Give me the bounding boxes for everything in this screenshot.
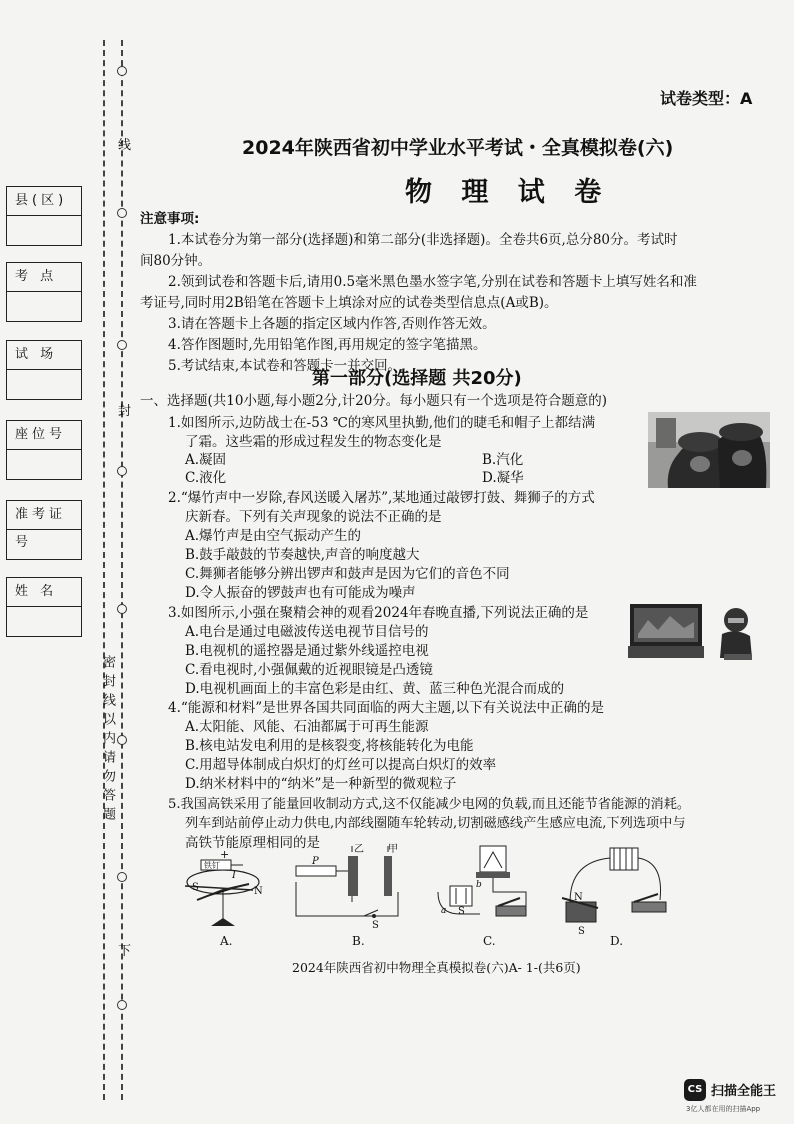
q4-option-b[interactable]: B.核电站发电利用的是核裂变,将核能转化为电能: [185, 738, 474, 754]
notice-line: 考证号,同时用2B铅笔在答题卡上填涂对应的试卷类型信息点(A或B)。: [140, 295, 558, 311]
page-footer: 2024年陕西省初中物理全真模拟卷(六)A- 1-(共6页): [292, 960, 581, 975]
q5-fig-b-yi-label: 乙: [354, 844, 364, 855]
q5-figure-c-label[interactable]: C.: [483, 934, 496, 948]
q1-option-c[interactable]: C.液化: [185, 470, 227, 486]
q1-option-b[interactable]: B.汽化: [482, 452, 524, 468]
q5-figure-a-label[interactable]: A.: [220, 934, 233, 948]
county-field[interactable]: [6, 186, 82, 246]
notice-heading: 注意事项:: [140, 211, 200, 227]
q3-tv-boy-picture: [628, 598, 760, 662]
q5-figure-b-label[interactable]: B.: [352, 934, 365, 948]
binding-hole: [117, 466, 127, 476]
exam-site-field[interactable]: [6, 262, 82, 322]
admission-number-label: 准考证号: [7, 501, 81, 530]
q4-option-c[interactable]: C.用超导体制成白炽灯的灯丝可以提高白炽灯的效率: [185, 757, 497, 773]
binding-hole: [117, 1000, 127, 1010]
q5-figure-c-generator: [436, 842, 536, 934]
q2-option-b[interactable]: B.鼓手敲鼓的节奏越快,声音的响度越大: [185, 547, 420, 563]
scanner-name: 扫描全能王: [711, 1084, 777, 1099]
q4-option-a[interactable]: A.太阳能、风能、石油都属于可再生能源: [185, 719, 429, 735]
binding-hole: [117, 208, 127, 218]
q2-option-c[interactable]: C.舞狮者能够分辨出锣声和鼓声是因为它们的音色不同: [185, 566, 510, 582]
binding-hole: [117, 604, 127, 614]
subject-title: 物 理 试 卷: [405, 177, 612, 208]
q2-option-d[interactable]: D.令人振奋的锣鼓声也有可能成为噪声: [185, 585, 416, 601]
paper-type: 试卷类型：A: [660, 89, 753, 108]
exam-title: 2024年陕西省初中学业水平考试・全真模拟卷(六): [242, 137, 674, 159]
q5-fig-a-current-label: I: [232, 870, 236, 881]
q4-option-d[interactable]: D.纳米材料中的“纳米”是一种新型的微观粒子: [185, 776, 457, 792]
binding-warning-text: 密封线以内请勿答题: [100, 655, 115, 826]
q3-option-d[interactable]: D.电视机画面上的丰富色彩是由红、黄、蓝三种色光混合而成的: [185, 681, 565, 697]
q1-option-a[interactable]: A.凝固: [185, 452, 227, 468]
q5-fig-a-n-label: N: [254, 886, 263, 897]
name-field[interactable]: [6, 577, 82, 637]
part1-title: 第一部分(选择题 共20分): [312, 368, 522, 389]
notice-line: 4.答作图题时,先用铅笔作图,再用规定的签字笔描黑。: [168, 337, 487, 353]
q5-fig-d-n-label: N: [574, 892, 583, 903]
section-intro: 一、选择题(共10小题,每小题2分,计20分。每小题只有一个选项是符合题意的): [140, 393, 608, 409]
q5-fig-a-s-label: S: [192, 882, 199, 893]
binding-hole: [117, 872, 127, 882]
binding-mark-line: 线: [118, 138, 132, 153]
binding-mark-seal: 封: [118, 404, 132, 419]
notice-line: 5.考试结束,本试卷和答题卡一并交回。: [168, 358, 402, 374]
notice-line: 1.本试卷分为第一部分(选择题)和第二部分(非选择题)。全卷共6页,总分80分。考试时: [168, 232, 678, 248]
admission-number-field[interactable]: [6, 500, 82, 560]
q1-stem: 1.如图所示,边防战士在-53 ℃的寒风里执勤,他们的睫毛和帽子上都结满: [168, 415, 596, 431]
q3-option-a[interactable]: A.电台是通过电磁波传送电视节目信号的: [185, 624, 429, 640]
scanner-tagline: 3亿人都在用的扫描App: [686, 1105, 761, 1113]
q5-figure-d-label[interactable]: D.: [610, 934, 624, 948]
exam-room-label: 试 场: [7, 341, 81, 370]
q1-option-d[interactable]: D.凝华: [482, 470, 524, 486]
q5-fig-b-s-label: S: [372, 920, 379, 931]
q2-stem: 庆新春。下列有关声现象的说法不正确的是: [185, 509, 442, 525]
q5-fig-a-plus: +: [220, 848, 230, 861]
name-label: 姓 名: [7, 578, 81, 607]
notice-line: 3.请在答题卡上各题的指定区域内作答,否则作答无效。: [168, 316, 496, 332]
q5-fig-b-jia-label: 甲: [388, 844, 398, 855]
exam-room-field[interactable]: [6, 340, 82, 400]
q5-stem: 高铁节能原理相同的是: [185, 835, 320, 851]
q5-stem: 5.我国高铁采用了能量回收制动方式,这不仅能减少电网的负载,而且还能节省能源的消耗。: [168, 797, 691, 812]
binding-hole: [117, 340, 127, 350]
q2-stem: 2.“爆竹声中一岁除,春风送暖入屠苏”,某地通过敲锣打鼓、舞狮子的方式: [168, 490, 595, 506]
q5-fig-a-iron-label: 铁钉: [204, 861, 220, 870]
seat-number-label: 座位号: [7, 421, 81, 450]
q5-fig-c-s-label: S: [458, 906, 465, 917]
exam-site-label: 考 点: [7, 263, 81, 292]
q1-stem: 了霜。这些霜的形成过程发生的物态变化是: [185, 434, 442, 450]
q3-option-b[interactable]: B.电视机的遥控器是通过紫外线遥控电视: [185, 643, 429, 659]
q3-option-c[interactable]: C.看电视时,小强佩戴的近视眼镜是凸透镜: [185, 662, 433, 678]
seat-number-field[interactable]: [6, 420, 82, 480]
notice-line: 间80分钟。: [140, 253, 212, 269]
q3-stem: 3.如图所示,小强在聚精会神的观看2024年春晚直播,下列说法正确的是: [168, 605, 589, 621]
scanner-logo: CS: [684, 1079, 706, 1101]
q1-soldiers-photo: [648, 412, 770, 488]
binding-hole: [117, 66, 127, 76]
q4-stem: 4.“能源和材料”是世界各国共同面临的两大主题,以下有关说法中正确的是: [168, 700, 604, 716]
q5-stem: 列车到站前停止动力供电,内部线圈随车轮转动,切割磁感线产生感应电流,下列选项中与: [185, 816, 686, 831]
q2-option-a[interactable]: A.爆竹声是由空气振动产生的: [185, 528, 362, 544]
q5-fig-d-s-label: S: [578, 926, 585, 937]
county-label: 县(区): [7, 187, 81, 216]
binding-hole: [117, 735, 127, 745]
binding-mark-below: 下: [118, 944, 132, 959]
q5-fig-c-b-label: b: [476, 880, 482, 890]
q5-fig-c-a-label: a: [441, 906, 447, 916]
q5-fig-b-p-label: P: [312, 856, 319, 867]
notice-line: 2.领到试卷和答题卡后,请用0.5毫米黑色墨水签字笔,分别在试卷和答题卡上填写姓名和准: [168, 274, 697, 290]
q5-figure-d-motor: [560, 842, 670, 934]
binding-dashed-line-outer: [103, 40, 105, 1100]
